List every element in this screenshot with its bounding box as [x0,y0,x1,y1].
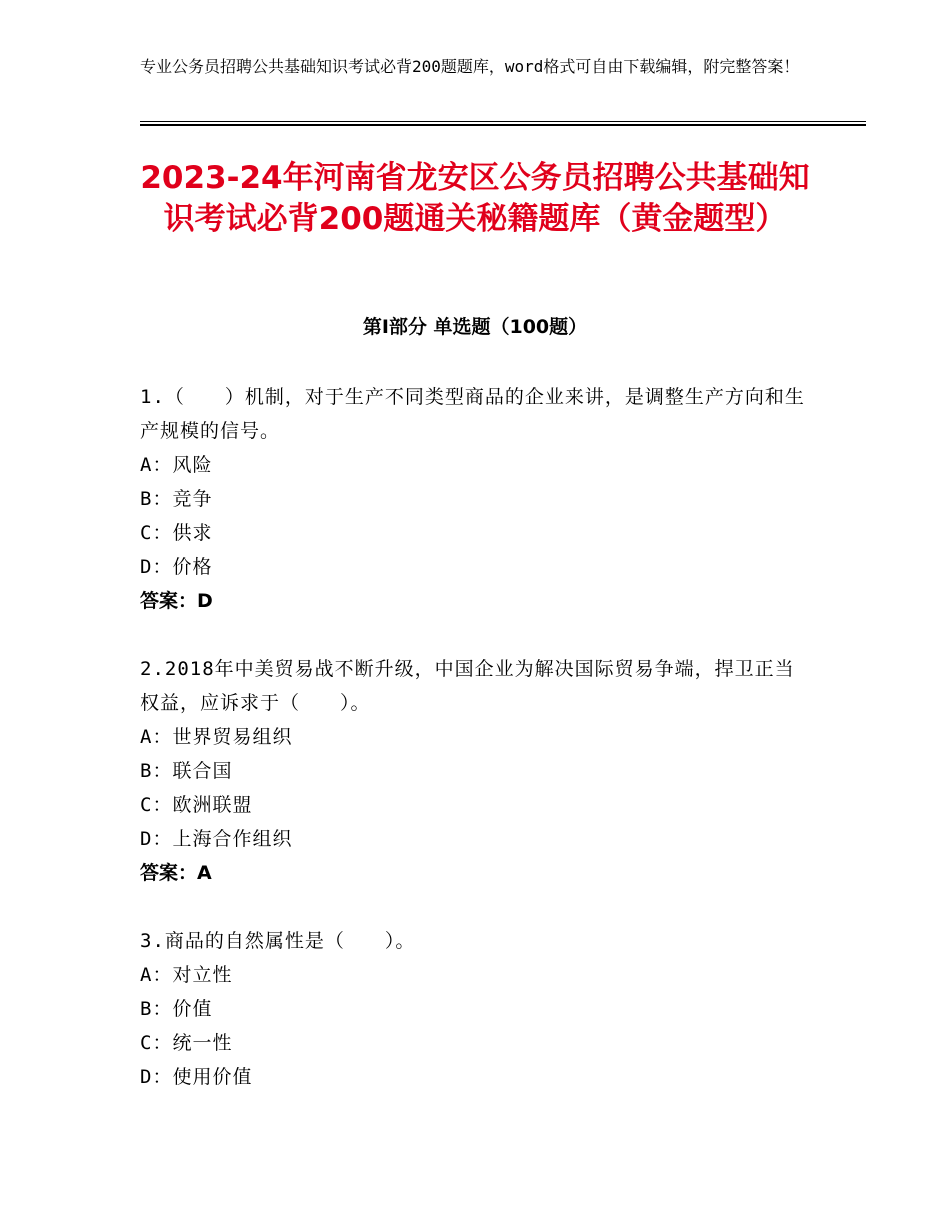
header-note: 专业公务员招聘公共基础知识考试必背200题题库，word格式可自由下载编辑，附完整答案！ [140,57,800,76]
option-a: A：风险 [140,454,213,476]
question-stem: 1.（ ）机制，对于生产不同类型商品的企业来讲，是调整生产方向和生产规模的信号。 [140,386,805,442]
question-3 [140,924,810,1094]
option-d: D：上海合作组织 [140,828,293,850]
question-stem: 2.2018年中美贸易战不断升级，中国企业为解决国际贸易争端，捍卫正当权益，应诉求于（ ）。 [140,658,795,714]
option-c: C：供求 [140,522,213,544]
question-1 [140,380,810,618]
option-a: A：对立性 [140,964,233,986]
header-rule-thin [140,121,866,122]
option-b: B：联合国 [140,760,233,782]
header-rule-thick [140,124,866,126]
option-d: D：使用价值 [140,1066,253,1088]
option-d: D：价格 [140,556,213,578]
option-c: C：统一性 [140,1032,233,1054]
option-b: B：竞争 [140,488,213,510]
option-a: A：世界贸易组织 [140,726,293,748]
option-b: B：价值 [140,998,213,1020]
answer: 答案：D [140,590,213,612]
question-stem: 3.商品的自然属性是（ ）。 [140,930,416,952]
question-2 [140,652,810,890]
document-title: 2023-24年河南省龙安区公务员招聘公共基础知识考试必背200题通关秘籍题库（黄金题型） [140,160,810,237]
answer: 答案：A [140,862,212,884]
option-c: C：欧洲联盟 [140,794,253,816]
section-heading: 第Ⅰ部分 单选题（100题） [362,316,588,338]
question-list [140,380,810,1128]
